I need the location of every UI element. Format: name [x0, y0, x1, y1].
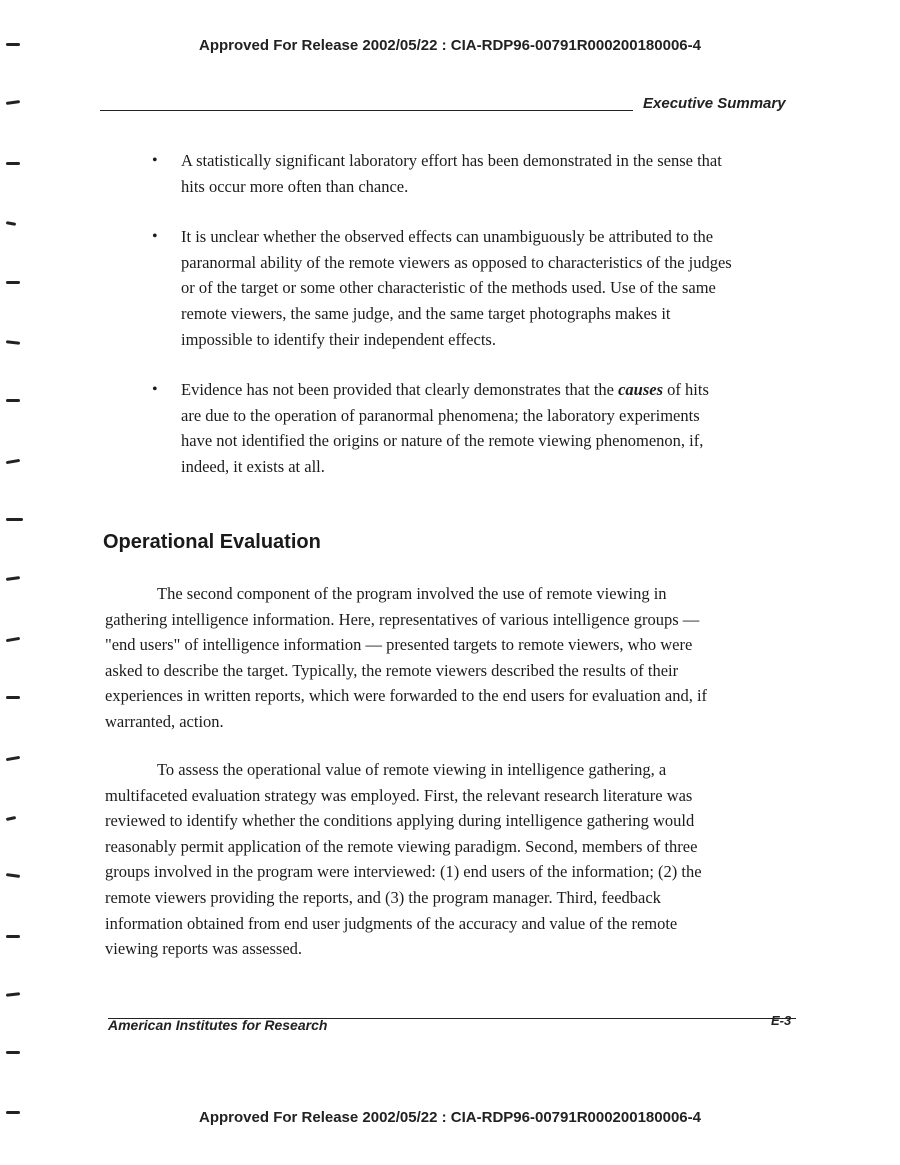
bullet-line: paranormal ability of the remote viewers as opposed to characteristics of the judges — [181, 252, 732, 272]
margin-mark — [6, 162, 20, 165]
paragraph-line: multifaceted evaluation strategy was employed. First, the relevant research literature was — [105, 785, 693, 805]
bullet-line: or of the target or some other characteristic of the methods used. Use of the same — [181, 278, 716, 298]
operational-evaluation-heading: Operational Evaluation — [103, 531, 321, 553]
bullet-marker: • — [152, 381, 158, 399]
margin-mark — [6, 281, 20, 284]
margin-mark — [6, 518, 23, 521]
binding-margin-marks — [6, 0, 26, 1165]
margin-mark — [6, 696, 20, 699]
paragraph-line: asked to describe the target. Typically, the remote viewers described the results of their — [105, 660, 679, 680]
margin-mark — [6, 340, 20, 344]
bullet-line: indeed, it exists at all. — [181, 456, 325, 476]
bullet-line: remote viewers, the same judge, and the same target photographs makes it — [181, 303, 671, 323]
paragraph-line: viewing reports was assessed. — [105, 939, 303, 959]
margin-mark — [6, 1111, 20, 1114]
margin-mark — [6, 637, 20, 642]
margin-mark — [6, 43, 20, 46]
paragraph-line: reasonably permit application of the remote viewing paradigm. Second, members of three — [105, 836, 698, 856]
paragraph-line: experiences in written reports, which were forwarded to the end users for evaluation and, if — [105, 686, 708, 706]
margin-mark — [6, 992, 20, 996]
operational-paragraph-1 — [105, 581, 785, 735]
margin-mark — [6, 935, 20, 938]
bullet-line: impossible to identify their independent effects. — [181, 329, 496, 349]
paragraph-line: remote viewers providing the reports, and (3) the program manager. Third, feedback — [105, 887, 661, 907]
paragraph-line: "end users" of intelligence information — presented targets to remote viewers, who were — [105, 635, 693, 655]
bullet-item-no-evidence — [150, 377, 790, 479]
bullet-marker: • — [152, 152, 158, 169]
bullet-item-significant-effort — [150, 148, 790, 199]
operational-paragraph-2 — [105, 757, 785, 962]
margin-mark — [6, 576, 20, 581]
footer-organization: American Institutes for Research — [108, 1017, 328, 1033]
bullet-line: have not identified the origins or nature of the remote viewing phenomenon, if, — [181, 431, 704, 451]
paragraph-line: warranted, action. — [105, 711, 224, 731]
margin-mark — [6, 459, 20, 464]
margin-mark — [6, 816, 16, 821]
header-rule — [100, 110, 633, 111]
findings-bullet-list — [150, 148, 790, 480]
page-number: E-3 — [771, 1013, 792, 1028]
margin-mark — [6, 1051, 20, 1054]
bullet-line: It is unclear whether the observed effects can unambiguously be attributed to the — [181, 227, 714, 247]
bullet-line: hits occur more often than chance. — [181, 176, 409, 196]
paragraph-line: gathering intelligence information. Here, representatives of various intelligence groups — — [105, 609, 700, 629]
bullet-line: A statistically significant laboratory effort has been demonstrated in the sense that — [181, 151, 722, 170]
paragraph-line: To assess the operational value of remote viewing in intelligence gathering, a — [157, 760, 667, 779]
paragraph-line: information obtained from end user judgments of the accuracy and value of the remote — [105, 913, 678, 933]
bullet-line-end: of hits — [663, 380, 709, 400]
margin-mark — [6, 873, 20, 878]
bullet-line: are due to the operation of paranormal phenomena; the laboratory experiments — [181, 405, 700, 425]
release-stamp-bottom: Approved For Release 2002/05/22 : CIA-RDP96-00791R000200180006-4 — [199, 1109, 701, 1126]
bullet-line: Evidence has not been provided that clearly demonstrates that the — [181, 380, 619, 400]
paragraph-line: reviewed to identify whether the conditions applying during intelligence gathering would — [105, 811, 695, 831]
paragraph-line: The second component of the program involved the use of remote viewing in — [157, 584, 667, 603]
emphasis-causes: causes — [618, 380, 664, 400]
bullet-item-unclear-attribution — [150, 224, 790, 352]
section-title: Executive Summary — [643, 95, 786, 112]
margin-mark — [6, 756, 20, 761]
paragraph-line: groups involved in the program were interviewed: (1) end users of the information; (2) the — [105, 862, 702, 882]
margin-mark — [6, 221, 16, 226]
margin-mark — [6, 399, 20, 402]
release-stamp-top: Approved For Release 2002/05/22 : CIA-RDP96-00791R000200180006-4 — [199, 37, 701, 54]
bullet-marker: • — [152, 228, 158, 246]
margin-mark — [6, 100, 20, 105]
